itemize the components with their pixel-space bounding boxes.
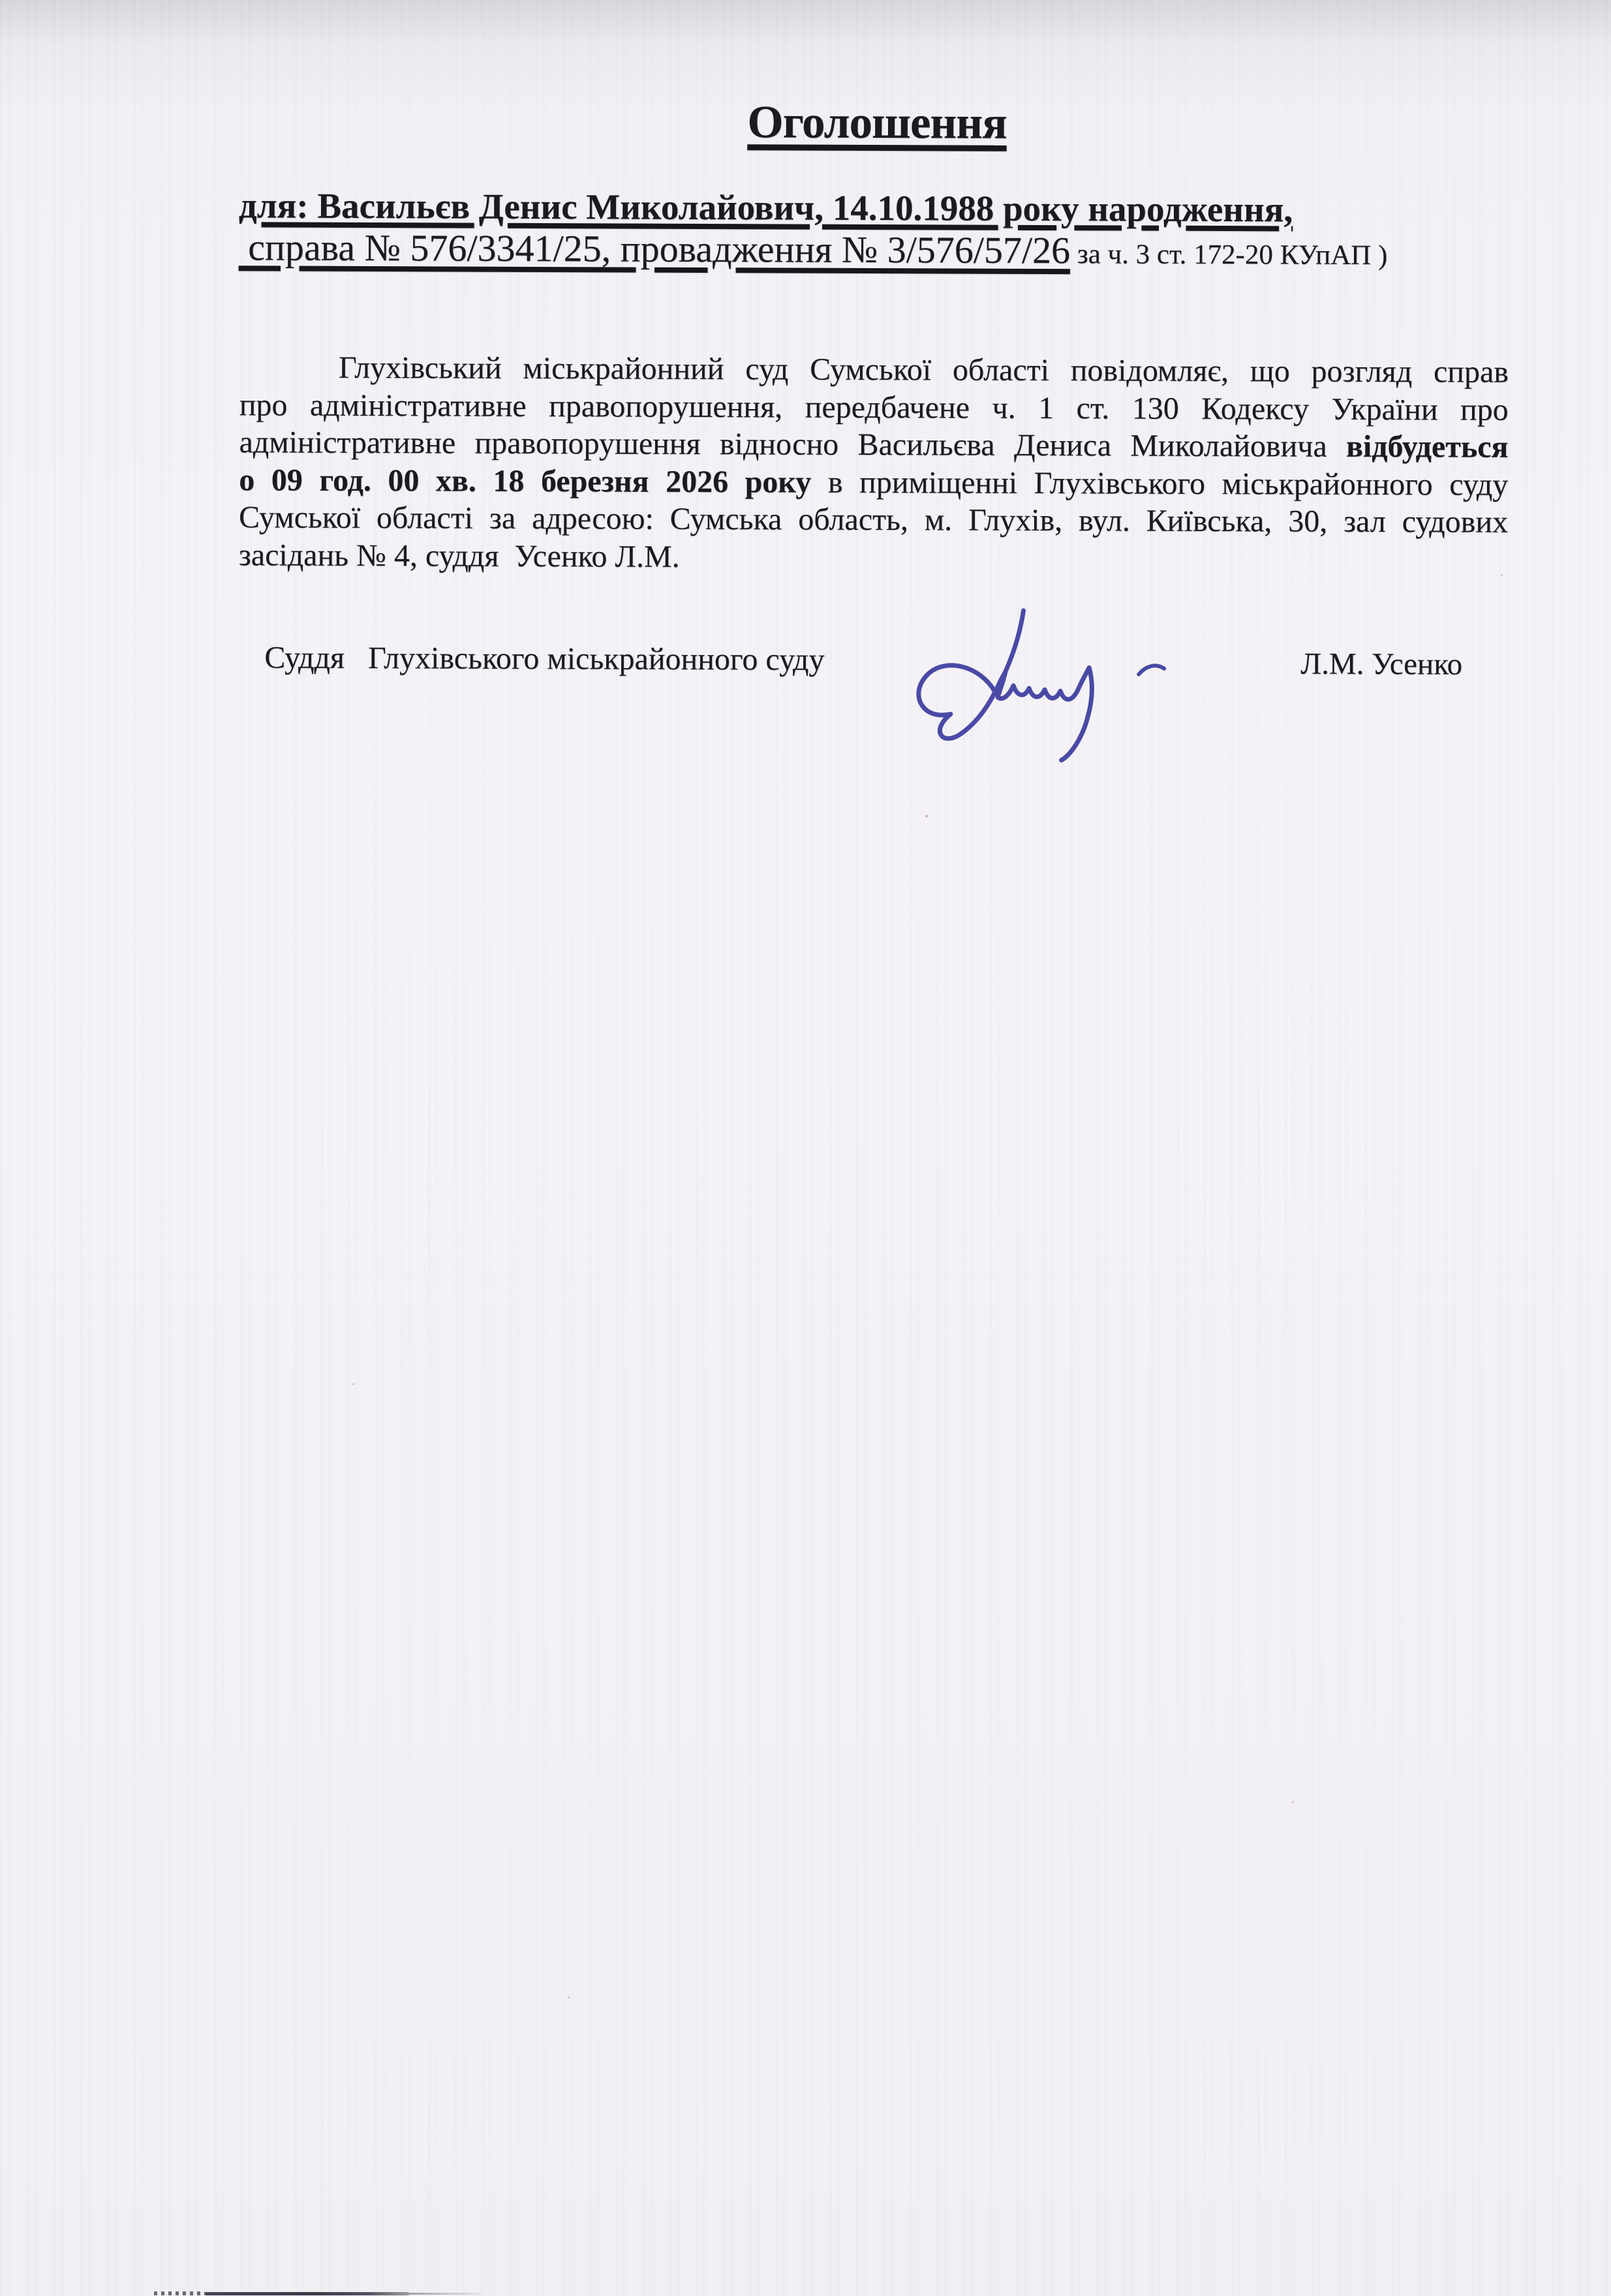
paper-speck xyxy=(352,1383,354,1385)
scan-edge-artifact-line xyxy=(205,2292,409,2295)
case-article-reference: за ч. 3 ст. 172-20 КУпАП ) xyxy=(1069,239,1388,271)
body-paragraph xyxy=(239,348,1509,578)
paper-speck xyxy=(568,1997,570,1998)
body-line: адміністративне правопорушення відносно Васильєва Дениса Миколайовича відбудеться xyxy=(239,425,1509,465)
scan-edge-artifact-ticks xyxy=(154,2291,205,2295)
body-line: Сумської області за адресою: Сумська область, м. Глухів, вул. Київська, 30, зал судових xyxy=(239,500,1509,540)
body-line: засідань № 4, суддя Усенко Л.М. xyxy=(238,537,680,574)
judge-name: Л.М. Усенко xyxy=(1300,647,1463,682)
judge-role-label: Суддя Глухівського міськрайонного суду xyxy=(264,640,825,677)
signature-scribble-icon xyxy=(897,594,1211,784)
recipient-line: для: Васильєв Денис Миколайович, 14.10.1988 року народження, xyxy=(238,185,1293,230)
paper-speck xyxy=(925,815,928,818)
body-line: про адміністративне правопорушення, передбачене ч. 1 ст. 130 Кодексу України про xyxy=(239,387,1509,427)
body-line: о 09 год. 00 хв. 18 березня 2026 року в приміщенні Глухівського міськрайонного суду xyxy=(239,462,1509,502)
body-line: Глухівський міськрайонний суд Сумської області повідомляє, що розгляд справ xyxy=(338,350,1509,390)
scan-edge-artifact-fade xyxy=(409,2293,481,2295)
paper-speck xyxy=(1501,574,1503,576)
paper-speck xyxy=(1292,1801,1294,1803)
page-title: Оголошення xyxy=(747,97,1007,149)
recipient-block xyxy=(239,185,1388,283)
case-number-line: справа № 576/3341/25, провадження № 3/576/57/26 xyxy=(238,226,1071,272)
